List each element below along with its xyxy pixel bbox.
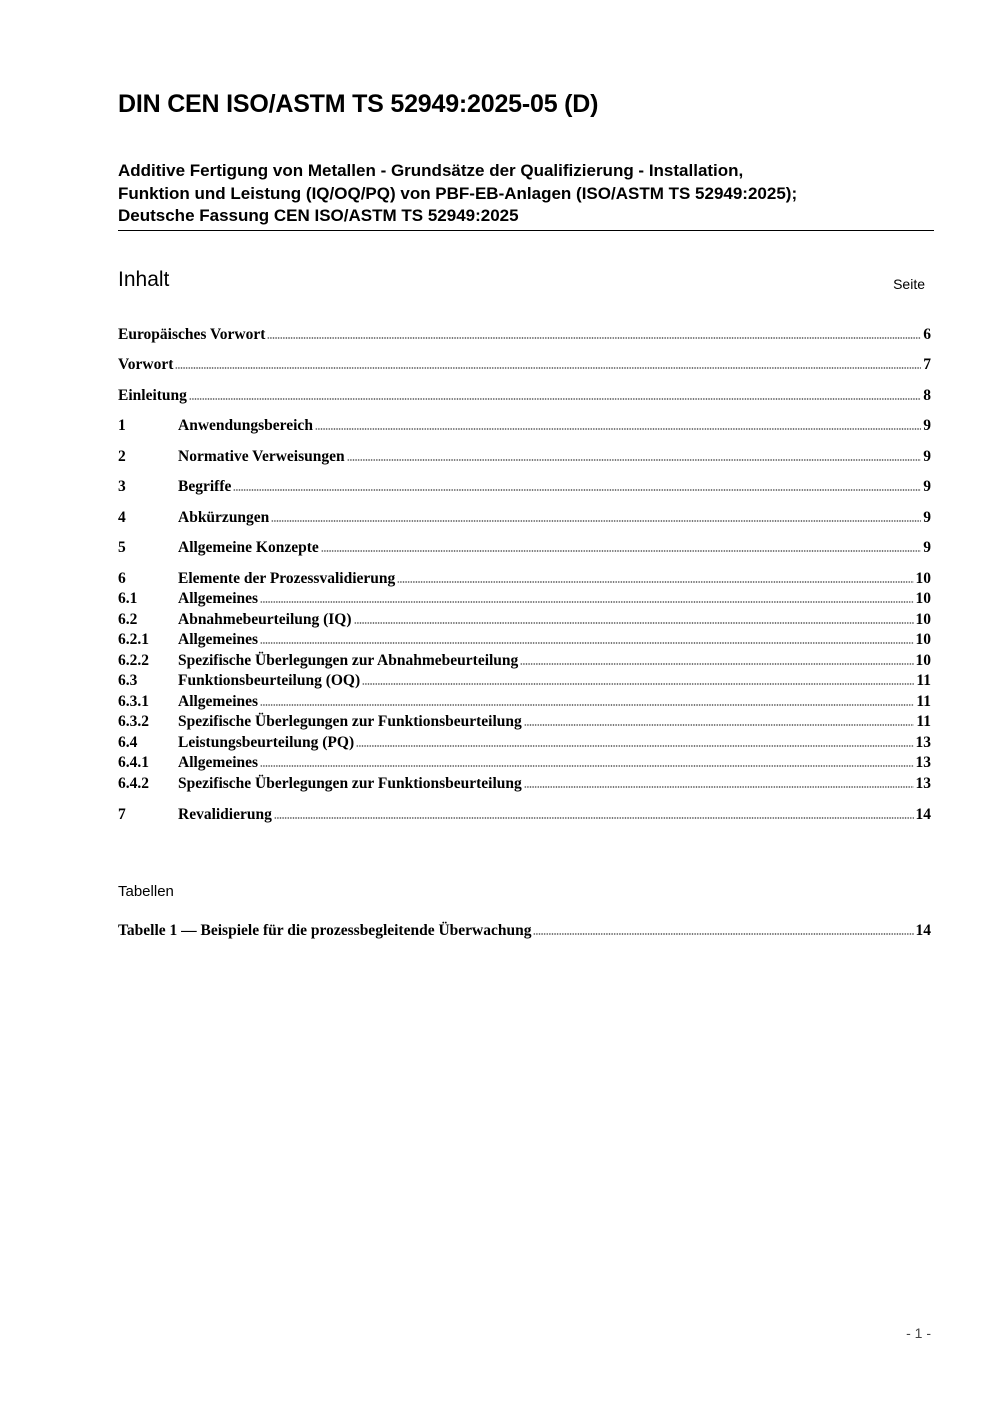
toc-leader-dots	[267, 336, 921, 340]
toc-entry[interactable]	[118, 569, 931, 589]
toc-entry[interactable]	[118, 610, 931, 630]
table-entry-page: 14	[915, 922, 931, 939]
toc-entry[interactable]	[118, 386, 931, 406]
document-title: DIN CEN ISO/ASTM TS 52949:2025-05 (D)	[118, 90, 599, 118]
toc-entry-label: Vorwort	[118, 356, 174, 373]
toc-entry-page: 11	[916, 693, 931, 710]
toc-entry-label: Abnahmebeurteilung (IQ)	[178, 611, 352, 628]
toc-entry-page: 10	[915, 611, 931, 628]
page-number: - 1 -	[906, 1325, 931, 1341]
toc-entry[interactable]	[118, 355, 931, 375]
toc-leader-dots	[533, 932, 913, 936]
toc-entry[interactable]	[118, 712, 931, 732]
table-of-contents	[118, 0, 931, 1403]
toc-entry[interactable]	[118, 589, 931, 609]
toc-leader-dots	[271, 519, 921, 523]
toc-entry-page: 11	[916, 672, 931, 689]
toc-entry-label: Einleitung	[118, 387, 187, 404]
toc-entry-page: 9	[923, 478, 931, 495]
toc-entry-page: 9	[923, 539, 931, 556]
toc-leader-dots	[260, 703, 914, 707]
toc-entry-label: Spezifische Überlegungen zur Funktionsbeurteilung	[178, 713, 522, 730]
toc-entry-number: 6.2	[118, 611, 138, 628]
toc-leader-dots	[397, 580, 913, 584]
toc-entry-label: Elemente der Prozessvalidierung	[178, 570, 396, 587]
toc-entry-number: 6.4.1	[118, 754, 149, 771]
toc-entry[interactable]	[118, 447, 931, 467]
toc-entry-label: Anwendungsbereich	[178, 417, 313, 434]
toc-leader-dots	[321, 549, 921, 553]
toc-entry-number: 6.2.1	[118, 631, 149, 648]
toc-entry[interactable]	[118, 733, 931, 753]
toc-entry-label: Allgemeine Konzepte	[178, 539, 319, 556]
toc-entry[interactable]	[118, 477, 931, 497]
toc-entry-page: 13	[915, 754, 931, 771]
toc-entry-label: Allgemeines	[178, 590, 259, 607]
toc-entry-number: 6.4.2	[118, 775, 149, 792]
subtitle-line: Deutsche Fassung CEN ISO/ASTM TS 52949:2025	[118, 206, 519, 225]
toc-entry-label: Begriffe	[178, 478, 232, 495]
toc-entry[interactable]	[118, 805, 931, 825]
toc-entry-number: 6.1	[118, 590, 138, 607]
toc-leader-dots	[260, 764, 913, 768]
toc-entry-page: 13	[915, 734, 931, 751]
toc-entry-page: 9	[923, 417, 931, 434]
toc-entry-page: 9	[923, 509, 931, 526]
toc-entry-page: 9	[923, 448, 931, 465]
toc-entry[interactable]	[118, 651, 931, 671]
toc-entry-number: 5	[118, 539, 126, 556]
tables-heading: Tabellen	[118, 883, 174, 900]
toc-leader-dots	[233, 488, 921, 492]
toc-entry-page: 13	[915, 775, 931, 792]
toc-entry-label: Revalidierung	[178, 806, 272, 823]
toc-entry[interactable]	[118, 325, 931, 345]
toc-entry-label: Spezifische Überlegungen zur Funktionsbeurteilung	[178, 775, 522, 792]
toc-entry-number: 3	[118, 478, 126, 495]
toc-entry-label: Funktionsbeurteilung (OQ)	[178, 672, 361, 689]
toc-entry-label: Europäisches Vorwort	[118, 326, 266, 343]
toc-entry-number: 6.3.1	[118, 693, 149, 710]
toc-leader-dots	[315, 427, 921, 431]
toc-entry-page: 10	[915, 631, 931, 648]
toc-leader-dots	[347, 458, 922, 462]
toc-entry-label: Normative Verweisungen	[178, 448, 345, 465]
toc-entry-number: 6.3.2	[118, 713, 149, 730]
toc-entry-number: 6.3	[118, 672, 138, 689]
toc-entry[interactable]	[118, 416, 931, 436]
toc-entry-page: 14	[915, 806, 931, 823]
toc-leader-dots	[362, 682, 914, 686]
toc-leader-dots	[524, 723, 915, 727]
toc-entry-number: 1	[118, 417, 126, 434]
toc-leader-dots	[354, 621, 914, 625]
toc-leader-dots	[274, 816, 914, 820]
toc-entry-page: 8	[923, 387, 931, 404]
toc-leader-dots	[260, 600, 913, 604]
toc-entry[interactable]	[118, 508, 931, 528]
toc-leader-dots	[356, 744, 913, 748]
toc-entry[interactable]	[118, 692, 931, 712]
toc-entry-page: 11	[916, 713, 931, 730]
toc-entry-label: Allgemeines	[178, 754, 259, 771]
subtitle-line: Funktion und Leistung (IQ/OQ/PQ) von PBF-EB-Anlagen (ISO/ASTM TS 52949:2025);	[118, 183, 798, 203]
toc-entry-label: Spezifische Überlegungen zur Abnahmebeurteilung	[178, 652, 519, 669]
subtitle-line: Additive Fertigung von Metallen - Grundsätze der Qualifizierung - Installation,	[118, 161, 744, 180]
toc-entry-page: 10	[915, 570, 931, 587]
toc-entry[interactable]	[118, 538, 931, 558]
toc-entry-number: 6	[118, 570, 126, 587]
toc-entry-number: 7	[118, 806, 126, 823]
toc-entry-number: 2	[118, 448, 126, 465]
toc-entry-page: 10	[915, 652, 931, 669]
toc-entry-number: 6.4	[118, 734, 138, 751]
table-list-entry[interactable]	[118, 921, 931, 941]
toc-entry-page: 6	[923, 326, 931, 343]
toc-entry-number: 4	[118, 509, 126, 526]
toc-entry[interactable]	[118, 774, 931, 794]
toc-entry-number: 6.2.2	[118, 652, 149, 669]
toc-leader-dots	[524, 785, 914, 789]
toc-leader-dots	[520, 662, 913, 666]
toc-entry-label: Abkürzungen	[178, 509, 270, 526]
toc-leader-dots	[175, 366, 921, 370]
toc-entry-label: Allgemeines	[178, 631, 259, 648]
toc-leader-dots	[260, 641, 913, 645]
toc-leader-dots	[189, 397, 921, 401]
toc-heading: Inhalt	[118, 268, 170, 291]
toc-entry-label: Allgemeines	[178, 693, 259, 710]
page-column-label: Seite	[893, 276, 925, 292]
toc-entry-page: 7	[923, 356, 931, 373]
toc-entry[interactable]	[118, 753, 931, 773]
toc-entry-label: Leistungsbeurteilung (PQ)	[178, 734, 355, 751]
toc-entry[interactable]	[118, 671, 931, 691]
toc-entry[interactable]	[118, 630, 931, 650]
toc-entry-page: 10	[915, 590, 931, 607]
table-entry-label: Tabelle 1 — Beispiele für die prozessbegleitende Überwachung	[118, 922, 532, 939]
